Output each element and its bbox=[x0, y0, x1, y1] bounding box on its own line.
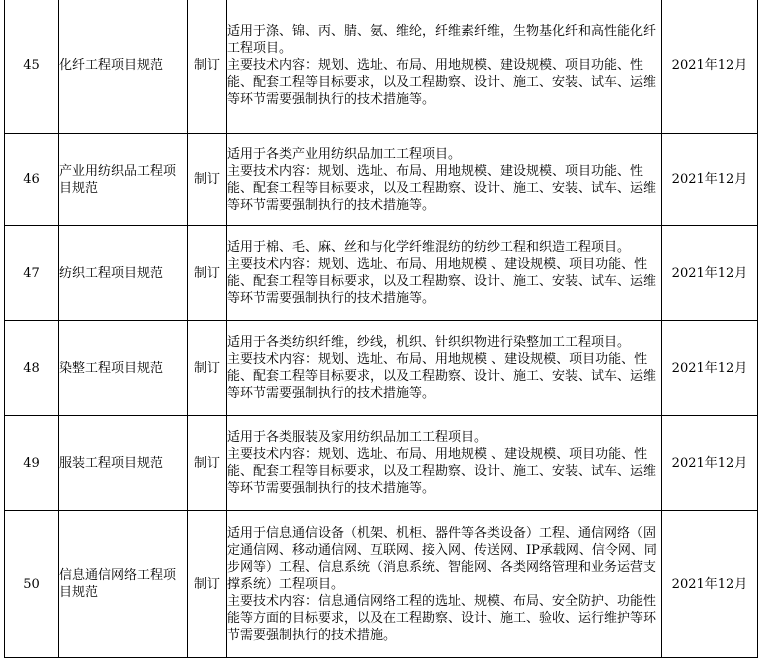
technical-content-text: 主要技术内容：规划、选址、布局、用地规模 、建设规模、项目功能、性能、配套工程等目标要求，以及工程勘察、设计、施工、安装、试车、运维等环节需要强制执行的技术措施等。 bbox=[227, 352, 657, 401]
target-date: 2021年12月 bbox=[662, 226, 758, 321]
scope-text: 适用于涤、锦、丙、腈、氨、维纶，纤维素纤维，生物基化纤和高性能化纤工程项目。 bbox=[227, 24, 657, 56]
revision-type: 制订 bbox=[188, 226, 227, 321]
technical-content-text: 主要技术内容：规划、选址、布局、用地规模 、建设规模、项目功能、性能、配套工程等目标要求，以及工程勘察、设计、施工、安装、试车、运维等环节需要强制执行的技术措施等。 bbox=[227, 257, 657, 306]
scope-cell bbox=[227, 416, 662, 511]
table-row bbox=[5, 321, 758, 416]
target-date: 2021年12月 bbox=[662, 134, 758, 226]
row-number: 47 bbox=[5, 226, 59, 321]
scope-text: 适用于各类纺织纤维，纱线，机织、针织织物进行染整加工工程项目。 bbox=[227, 335, 631, 350]
standard-name: 染整工程项目规范 bbox=[59, 321, 188, 416]
table-row bbox=[5, 134, 758, 226]
row-number: 50 bbox=[5, 511, 59, 658]
row-number: 49 bbox=[5, 416, 59, 511]
technical-content-text: 主要技术内容：规划、选址、布局、用地规模、建设规模、项目功能、性能、配套工程等目标要求，以及工程勘察、设计、施工、安装、试车、运维等环节需要强制执行的技术措施等。 bbox=[227, 58, 657, 107]
standard-name: 纺织工程项目规范 bbox=[59, 226, 188, 321]
standard-name: 产业用纺织品工程项目规范 bbox=[59, 134, 188, 226]
target-date: 2021年12月 bbox=[662, 0, 758, 134]
revision-type: 制订 bbox=[188, 0, 227, 134]
revision-type: 制订 bbox=[188, 511, 227, 658]
scope-text: 适用于信息通信设备（机架、机柜、器件等各类设备）工程、通信网络（固定通信网、移动通信网、互联网、接入网、传送网、IP承载网、信令网、同步网等）工程、信息系统（消息系统、智能网、各类网络管理和业务运营支撑系统）工程项目。 bbox=[227, 525, 657, 592]
target-date: 2021年12月 bbox=[662, 511, 758, 658]
scope-cell bbox=[227, 134, 662, 226]
revision-type: 制订 bbox=[188, 134, 227, 226]
technical-content-text: 主要技术内容：信息通信网络工程的选址、规模、布局、安全防护、功能性能等方面的目标要求，以及在工程勘察、设计、施工、验收、运行维护等环节需要强制执行的技术措施。 bbox=[227, 593, 657, 643]
technical-content-text: 主要技术内容：规划、选址、布局、用地规模、建设规模、项目功能、性能、配套工程等目标要求，以及工程勘察、设计、施工、安装、试车、运维等环节需要强制执行的技术措施等。 bbox=[227, 163, 657, 213]
revision-type: 制订 bbox=[188, 321, 227, 416]
scope-text: 适用于各类服装及家用纺织品加工工程项目。 bbox=[227, 430, 488, 445]
standard-name: 信息通信网络工程项目规范 bbox=[59, 511, 188, 658]
table-row bbox=[5, 416, 758, 511]
row-number: 45 bbox=[5, 0, 59, 134]
row-number: 48 bbox=[5, 321, 59, 416]
target-date: 2021年12月 bbox=[662, 321, 758, 416]
scope-cell bbox=[227, 511, 662, 658]
target-date: 2021年12月 bbox=[662, 416, 758, 511]
table-row bbox=[5, 511, 758, 658]
row-number: 46 bbox=[5, 134, 59, 226]
scope-cell bbox=[227, 226, 662, 321]
table-row bbox=[5, 0, 758, 134]
standard-name: 服装工程项目规范 bbox=[59, 416, 188, 511]
technical-content-text: 主要技术内容：规划、选址、布局、用地规模 、建设规模、项目功能、性能、配套工程等目标要求，以及工程勘察、设计、施工、安装、试车、运维等环节需要强制执行的技术措施等。 bbox=[227, 447, 657, 496]
standards-table bbox=[4, 0, 758, 658]
standard-name: 化纤工程项目规范 bbox=[59, 0, 188, 134]
scope-cell bbox=[227, 0, 662, 134]
revision-type: 制订 bbox=[188, 416, 227, 511]
table-row bbox=[5, 226, 758, 321]
scope-text: 适用于棉、毛、麻、丝和与化学纤维混纺的纺纱工程和织造工程项目。 bbox=[227, 240, 631, 255]
scope-text: 适用于各类产业用纺织品加工工程项目。 bbox=[227, 146, 462, 162]
scope-cell bbox=[227, 321, 662, 416]
